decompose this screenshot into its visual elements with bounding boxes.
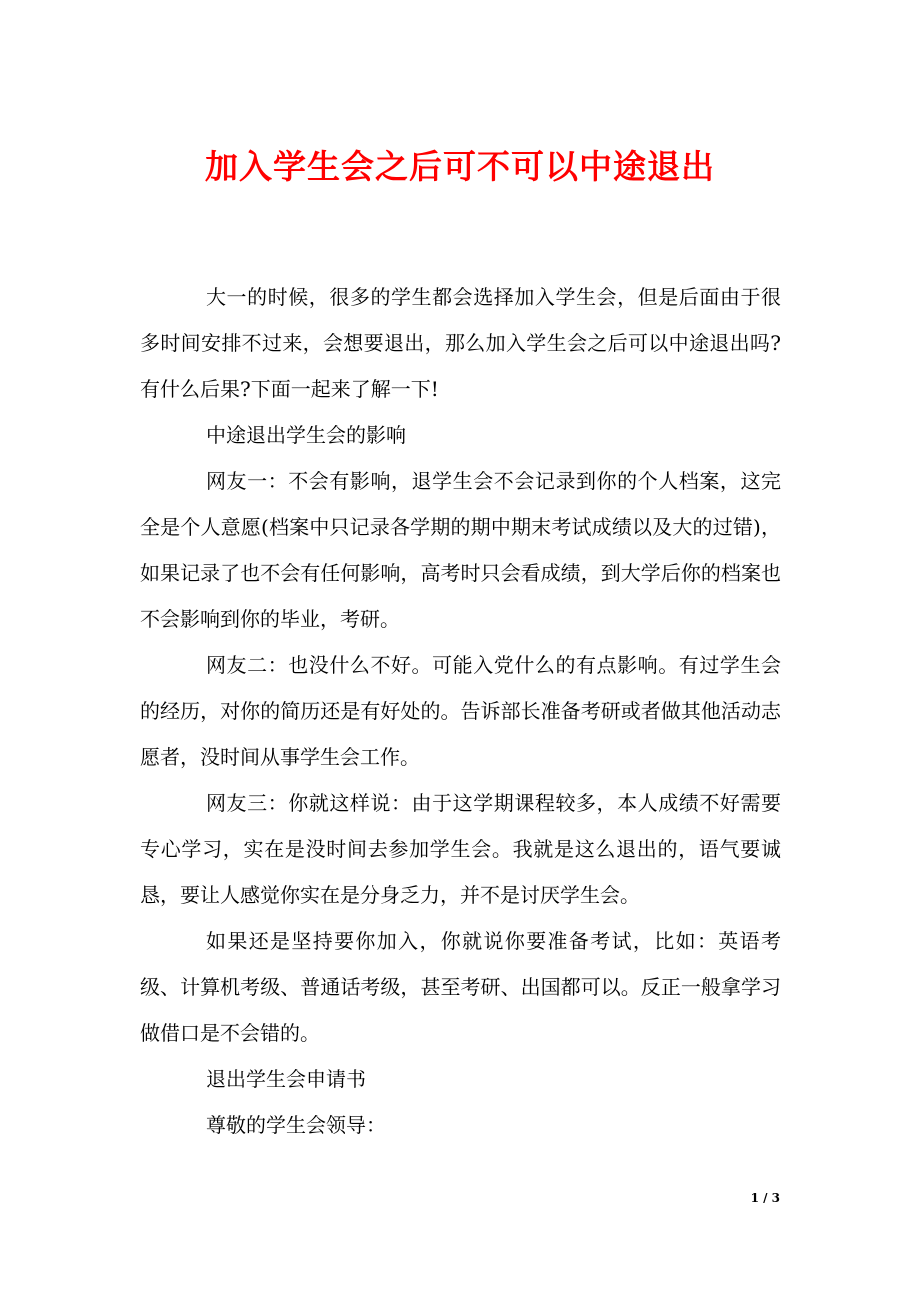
paragraph-excuse: 如果还是坚持要你加入，你就说你要准备考试，比如：英语考级、计算机考级、普通话考级，甚至考研、出国都可以。反正一般拿学习做借口是不会错的。	[140, 929, 781, 1045]
page-number: 1 / 3	[750, 1191, 780, 1205]
document-body	[140, 274, 781, 1148]
document-title: 加入学生会之后可不可以中途退出	[205, 147, 715, 186]
paragraph-netizen-three: 网友三：你就这样说：由于这学期课程较多，本人成绩不好需要专心学习，实在是没时间去参加学生会。我就是这么退出的，语气要诚恳，要让人感觉你实在是分身乏力，并不是讨厌学生会。	[140, 791, 781, 907]
paragraph-intro: 大一的时候，很多的学生都会选择加入学生会，但是后面由于很多时间安排不过来，会想要退出，那么加入学生会之后可以中途退出吗?有什么后果?下面一起来了解一下!	[140, 285, 781, 401]
paragraph-heading-application: 退出学生会申请书	[206, 1067, 366, 1091]
paragraph-netizen-two: 网友二：也没什么不好。可能入党什么的有点影响。有过学生会的经历，对你的简历还是有好处的。告诉部长准备考研或者做其他活动志愿者，没时间从事学生会工作。	[140, 653, 781, 769]
paragraph-netizen-one: 网友一：不会有影响，退学生会不会记录到你的个人档案，这完全是个人意愿(档案中只记录各学期的期中期末考试成绩以及大的过错)，如果记录了也不会有任何影响，高考时只会看成绩，到大学后你的档案也不会影响到你的毕业，考研。	[140, 469, 781, 631]
paragraph-heading-impact: 中途退出学生会的影响	[206, 423, 406, 447]
paragraph-salutation: 尊敬的学生会领导：	[206, 1113, 386, 1137]
